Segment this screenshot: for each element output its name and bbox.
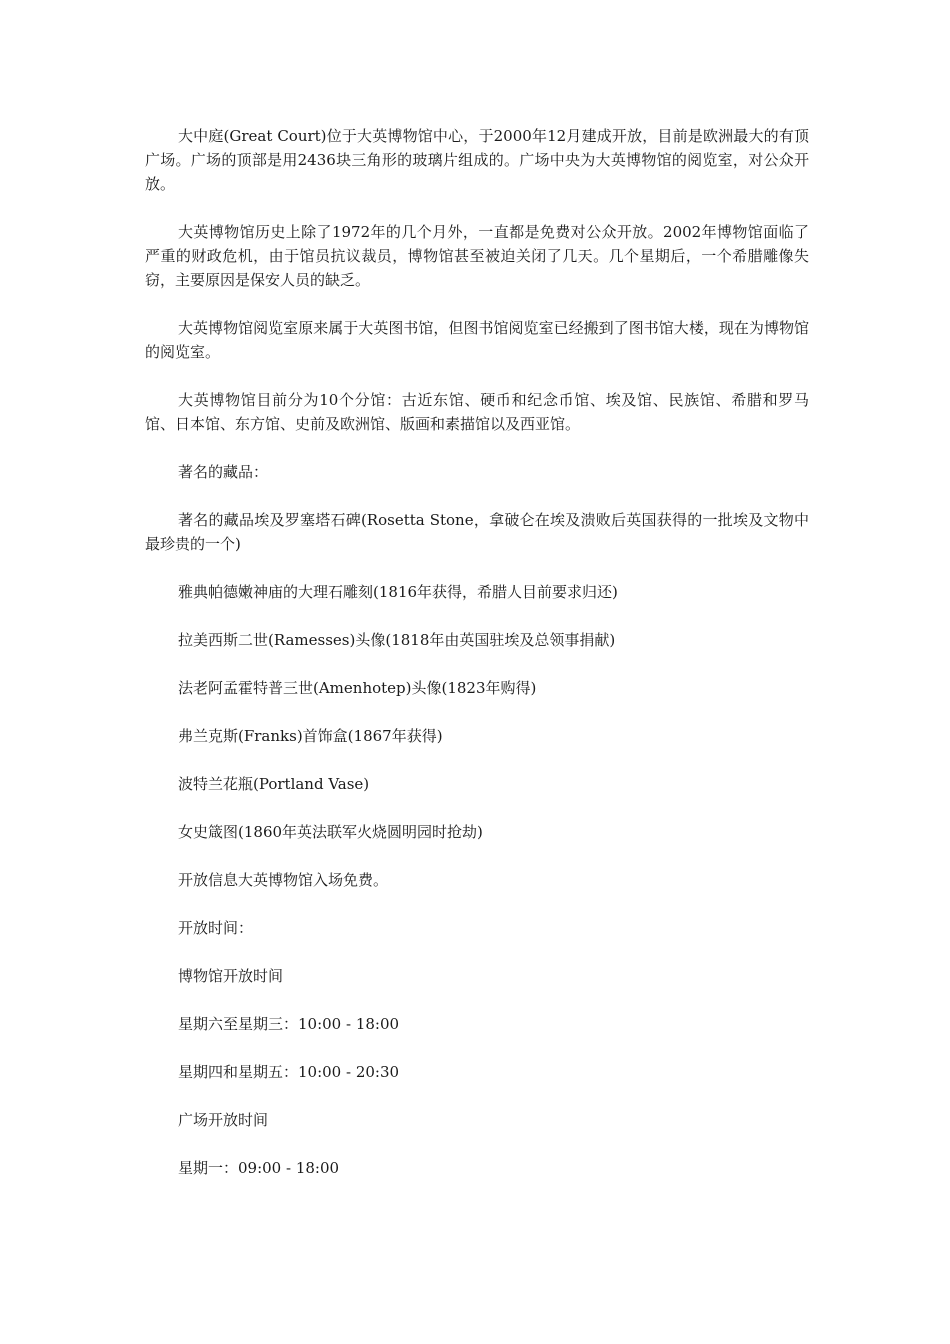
- heading-famous-collections: 著名的藏品：: [178, 463, 269, 481]
- paragraph-departments: 大英博物馆目前分为10个分馆：古近东馆、硬币和纪念币馆、埃及馆、民族馆、希腊和罗马馆、日本馆、东方馆、史前及欧洲馆、版画和素描馆以及西亚馆。: [145, 391, 809, 433]
- collection-item-franks-casket: 弗兰克斯(Franks)首饰盒(1867年获得): [178, 727, 443, 745]
- paragraph-reading-room: 大英博物馆阅览室原来属于大英图书馆，但图书馆阅览室已经搬到了图书馆大楼，现在为博物馆的阅览室。: [145, 319, 809, 361]
- hours-monday: 星期一：09:00 - 18:00: [178, 1159, 340, 1177]
- collection-item-admonitions-scroll: 女史箴图(1860年英法联军火烧圆明园时抢劫): [178, 823, 483, 841]
- collection-item-rosetta-stone: 著名的藏品埃及罗塞塔石碑(Rosetta Stone，拿破仑在埃及溃败后英国获得的一批埃及文物中最珍贵的一个): [145, 511, 809, 553]
- document-body: [145, 124, 809, 1204]
- heading-opening-hours: 开放时间：: [178, 919, 254, 937]
- subheading-museum-hours: 博物馆开放时间: [178, 967, 284, 985]
- collection-item-ramesses: 拉美西斯二世(Ramesses)头像(1818年由英国驻埃及总领事捐献): [178, 631, 616, 649]
- collection-item-parthenon-marbles: 雅典帕德嫩神庙的大理石雕刻(1816年获得，希腊人目前要求归还): [178, 583, 618, 601]
- collection-item-portland-vase: 波特兰花瓶(Portland Vase): [178, 775, 370, 793]
- paragraph-great-court: 大中庭(Great Court)位于大英博物馆中心，于2000年12月建成开放，目前是欧洲最大的有顶广场。广场的顶部是用2436块三角形的玻璃片组成的。广场中央为大英博物馆的阅览室，对公众开放。: [145, 127, 809, 193]
- subheading-court-hours: 广场开放时间: [178, 1111, 269, 1129]
- collection-item-amenhotep: 法老阿孟霍特普三世(Amenhotep)头像(1823年购得): [178, 679, 537, 697]
- hours-sat-to-wed: 星期六至星期三：10:00 - 18:00: [178, 1015, 400, 1033]
- paragraph-history: 大英博物馆历史上除了1972年的几个月外，一直都是免费对公众开放。2002年博物馆面临了严重的财政危机，由于馆员抗议裁员，博物馆甚至被迫关闭了几天。几个星期后，一个希腊雕像失窃，主要原因是保安人员的缺乏。: [145, 223, 809, 289]
- hours-thu-fri: 星期四和星期五：10:00 - 20:30: [178, 1063, 400, 1081]
- paragraph-admission: 开放信息大英博物馆入场免费。: [178, 871, 389, 889]
